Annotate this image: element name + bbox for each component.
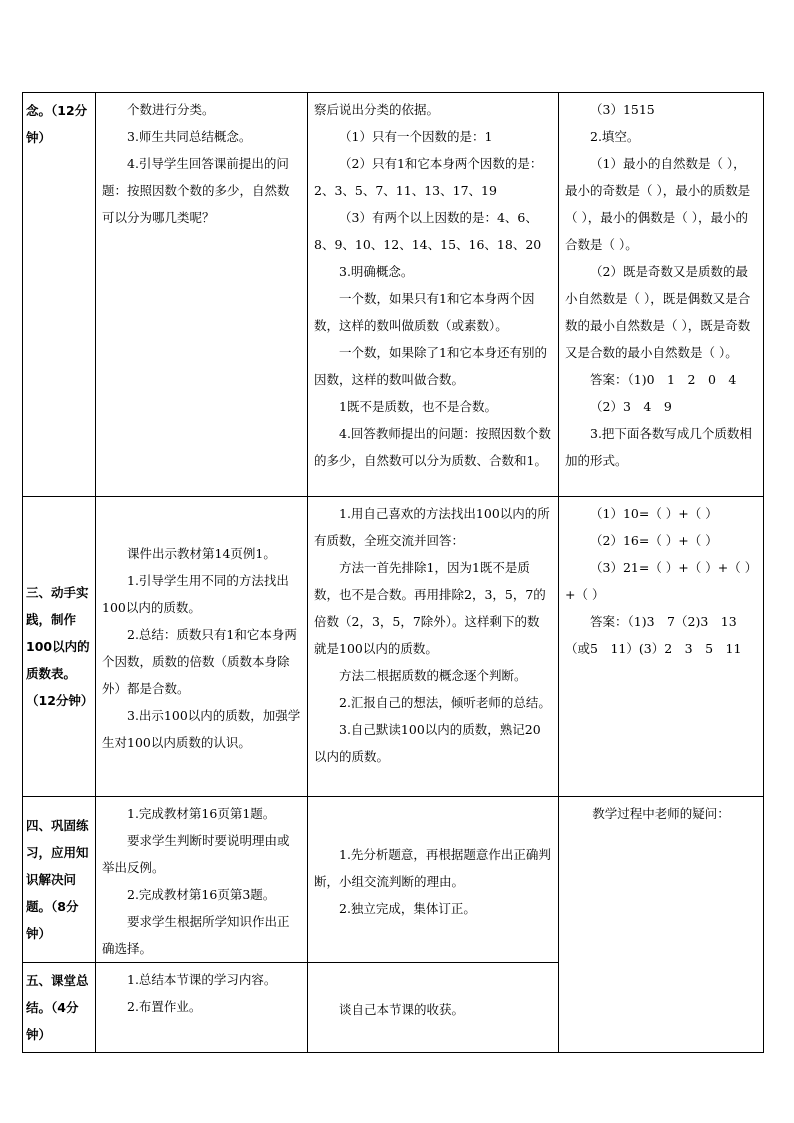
teacher-text: 1.总结本节课的学习内容。: [127, 972, 277, 987]
teacher-text: 4.引导学生回答课前提出的问题：按照因数个数的多少，自然数可以分为哪几类呢？: [102, 156, 290, 225]
teacher-text: 2.总结：质数只有1和它本身两个因数，质数的倍数（质数本身除外）都是合数。: [102, 627, 297, 696]
teacher-text: 课件出示教材第14页例1。: [127, 546, 276, 561]
practice-text: 3.把下面各数写成几个质数相加的形式。: [565, 426, 752, 468]
teacher-activity-cell: [96, 797, 308, 963]
student-text: 方法二根据质数的概念逐个判断。: [339, 668, 527, 683]
student-text: 2.汇报自己的想法，倾听老师的总结。: [339, 695, 551, 710]
student-text: （2）只有1和它本身两个因数的是：2、3、5、7、11、13、17、19: [314, 156, 543, 198]
student-text: （1）只有一个因数的是：1: [339, 129, 493, 144]
student-text: 2.独立完成，集体订正。: [339, 900, 476, 916]
teacher-text: 要求学生判断时要说明理由或举出反例。: [102, 833, 290, 875]
teacher-text: 2.布置作业。: [127, 999, 202, 1014]
practice-cell: [559, 797, 764, 1053]
practice-text: （2）既是奇数又是质数的最小自然数是（ ），既是偶数又是合数的最小自然数是（ ），既是奇数又是合数的最小自然数是（ ）。: [565, 264, 751, 360]
teacher-text: 3.出示100以内的质数，加强学生对100以内质数的认识。: [102, 708, 301, 750]
practice-text: （1）最小的自然数是（ ），最小的奇数是（ ），最小的质数是（ ），最小的偶数是（ ），最小的合数是（ ）。: [565, 156, 751, 252]
student-activity-cell: [308, 797, 559, 963]
teacher-text: 1.引导学生用不同的方法找出100以内的质数。: [102, 573, 289, 615]
table-row: [23, 497, 764, 797]
student-text: 方法一首先排除1，因为1既不是质数，也不是合数。再用排除2，3，5，7的倍数（2，3，5，7除外）。这样剩下的数就是100以内的质数。: [314, 560, 546, 656]
student-text: 3.明确概念。: [339, 264, 414, 279]
student-text: 1.先分析题意，再根据题意作出正确判断，小组交流判断的理由。: [314, 846, 551, 889]
practice-text: （2）16=（ ）+（ ）: [590, 533, 718, 548]
teacher-text: 要求学生根据所学知识作出正确选择。: [102, 914, 290, 956]
table-row: [23, 93, 764, 497]
teacher-activity-cell: [96, 93, 308, 497]
teacher-activity-cell: [96, 963, 308, 1053]
student-activity-cell: [308, 93, 559, 497]
stage-cell: 四、巩固练习，应用知识解决问题。（8分钟）: [23, 797, 96, 963]
teacher-text: 个数进行分类。: [127, 102, 215, 117]
practice-text: 2.填空。: [590, 129, 640, 144]
table-row: [23, 797, 764, 963]
practice-text: （2）3 4 9: [590, 399, 672, 414]
student-text: 一个数，如果除了1和它本身还有别的因数，这样的数叫做合数。: [314, 345, 547, 387]
teacher-text: 1.完成教材第16页第1题。: [127, 806, 276, 821]
practice-text: （1）10=（ ）+（ ）: [590, 506, 718, 521]
student-text: 察后说出分类的依据。: [314, 102, 440, 117]
student-text: 一个数，如果只有1和它本身两个因数，这样的数叫做质数（或素数）。: [314, 291, 535, 333]
teacher-question-note: 教学过程中老师的疑问：: [592, 806, 730, 821]
student-activity-cell: [308, 497, 559, 797]
teacher-text: 3.师生共同总结概念。: [127, 129, 252, 144]
stage-cell: 五、课堂总结。（4分钟）: [23, 963, 96, 1053]
practice-cell: [559, 497, 764, 797]
stage-cell: 三、动手实践，制作100以内的质数表。（12分钟）: [23, 497, 96, 797]
student-text: 1.用自己喜欢的方法找出100以内的所有质数，全班交流并回答：: [314, 506, 550, 548]
stage-cell: 念。（12分钟）: [23, 93, 96, 497]
student-activity-cell: [308, 963, 559, 1053]
student-text: 4.回答教师提出的问题：按照因数个数的多少，自然数可以分为质数、合数和1。: [314, 426, 551, 468]
student-text: 谈自己本节课的收获。: [339, 1001, 465, 1017]
practice-text: （3）1515: [590, 102, 655, 117]
teacher-text: 2.完成教材第16页第3题。: [127, 887, 276, 902]
student-text: 1既不是质数，也不是合数。: [339, 399, 497, 414]
practice-text: 答案：（1)3 7（2)3 13（或5 11）(3）2 3 5 11: [565, 614, 742, 656]
teacher-activity-cell: [96, 497, 308, 797]
practice-text: 答案：（1)0 1 2 0 4: [590, 372, 737, 387]
student-text: 3.自己默读100以内的质数，熟记20以内的质数。: [314, 722, 541, 764]
student-text: （3）有两个以上因数的是：4、6、8、9、10、12、14、15、16、18、20: [314, 210, 542, 252]
practice-cell: [559, 93, 764, 497]
practice-text: （3）21=（ ）+（ ）+（ ）+（ ）: [565, 560, 751, 602]
lesson-plan-table: [22, 92, 764, 1053]
